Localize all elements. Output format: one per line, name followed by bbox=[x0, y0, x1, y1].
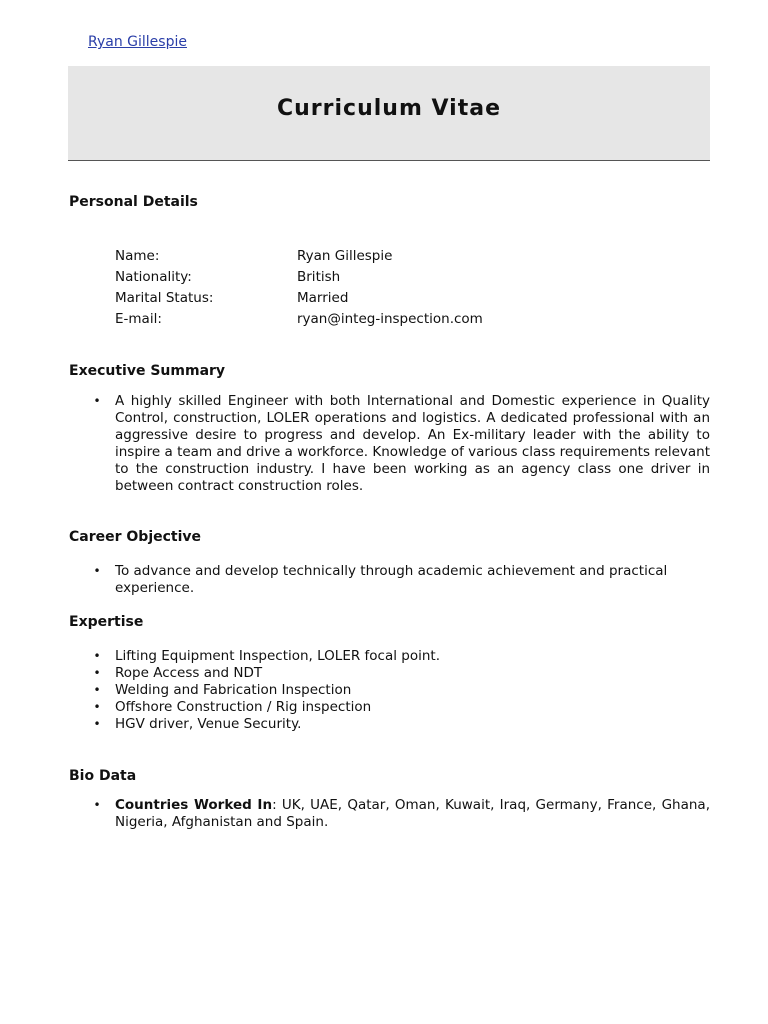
author-link[interactable]: Ryan Gillespie bbox=[88, 34, 187, 50]
list-item bbox=[92, 699, 710, 716]
personal-details-heading: Personal Details bbox=[69, 194, 198, 210]
executive-summary-heading: Executive Summary bbox=[69, 363, 226, 379]
bullet-icon: • bbox=[93, 683, 101, 697]
detail-value: ryan@integ-inspection.com bbox=[297, 311, 483, 327]
bio-data-list bbox=[92, 797, 710, 831]
list-item bbox=[92, 716, 710, 733]
detail-value: British bbox=[297, 269, 341, 285]
list-item bbox=[92, 563, 710, 597]
bullet-icon: • bbox=[93, 798, 101, 812]
career-objective-list bbox=[92, 563, 710, 597]
detail-row-nationality bbox=[115, 269, 483, 290]
detail-value: Ryan Gillespie bbox=[297, 248, 393, 264]
list-item-text: HGV driver, Venue Security. bbox=[115, 716, 302, 732]
detail-label: Marital Status: bbox=[115, 290, 214, 306]
executive-summary-list bbox=[92, 393, 710, 495]
countries-worked-label: Countries Worked In bbox=[115, 797, 273, 813]
document-title: Curriculum Vitae bbox=[276, 95, 501, 121]
bullet-icon: • bbox=[93, 394, 101, 408]
career-objective-heading: Career Objective bbox=[69, 529, 202, 545]
detail-label: Nationality: bbox=[115, 269, 192, 285]
detail-label: Name: bbox=[115, 248, 160, 264]
bullet-icon: • bbox=[93, 717, 101, 731]
detail-row-marital-status bbox=[115, 290, 483, 311]
list-item bbox=[92, 682, 710, 699]
expertise-list bbox=[92, 648, 710, 733]
bullet-icon: • bbox=[93, 666, 101, 680]
bullet-icon: • bbox=[93, 649, 101, 663]
detail-value: Married bbox=[297, 290, 349, 306]
list-item-text: Rope Access and NDT bbox=[115, 665, 263, 681]
personal-details-table bbox=[115, 248, 483, 332]
detail-row-email bbox=[115, 311, 483, 332]
bullet-icon: • bbox=[93, 700, 101, 714]
expertise-heading: Expertise bbox=[69, 614, 144, 630]
countries-worked-value: : UK, UAE, Qatar, Oman, Kuwait, Iraq, Germany, France, Ghana, Nigeria, Afghanistan and Spain. bbox=[115, 797, 710, 830]
list-item bbox=[92, 797, 710, 831]
title-band bbox=[68, 66, 710, 161]
list-item-text: A highly skilled Engineer with both International and Domestic experience in Quality Control, construction, LOLER operations and logistics. A dedicated professional with an aggressive desire to progress and develop. An Ex-military leader with the ability to inspire a team and drive a workforce. Knowledge of various class requirements relevant to the construction industry. I have been working as an agency class one driver in between contract construction roles. bbox=[115, 393, 711, 494]
list-item-text: Welding and Fabrication Inspection bbox=[115, 682, 352, 698]
detail-row-name bbox=[115, 248, 483, 269]
detail-label: E-mail: bbox=[115, 311, 162, 327]
bio-data-heading: Bio Data bbox=[69, 768, 137, 784]
list-item-text: To advance and develop technically through academic achievement and practical experience. bbox=[115, 563, 668, 596]
list-item bbox=[92, 393, 710, 495]
list-item-text: Lifting Equipment Inspection, LOLER focal point. bbox=[115, 648, 440, 664]
list-item bbox=[92, 665, 710, 682]
list-item bbox=[92, 648, 710, 665]
bullet-icon: • bbox=[93, 564, 101, 578]
list-item-text: Offshore Construction / Rig inspection bbox=[115, 699, 372, 715]
